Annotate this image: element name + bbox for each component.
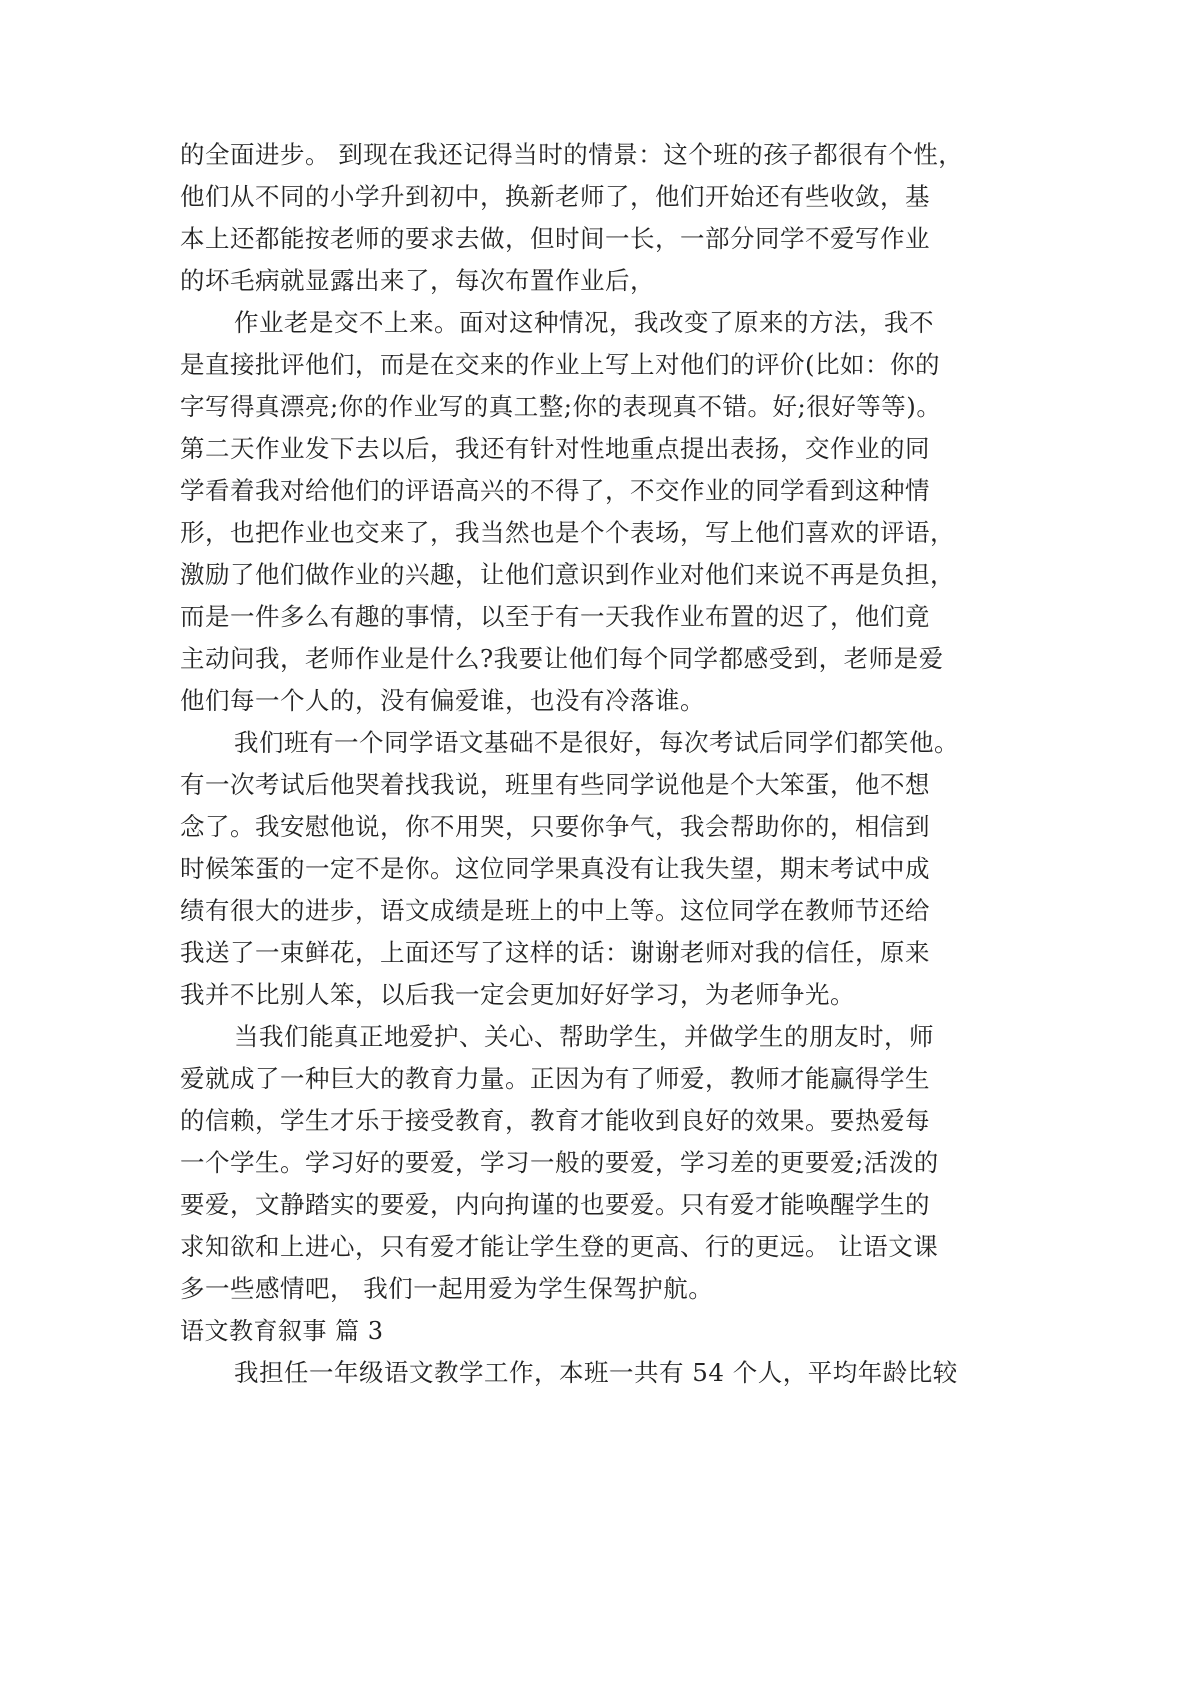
text-line: 多一些感情吧， 我们一起用爱为学生保驾护航。 xyxy=(180,1274,714,1303)
text-line: 而是一件多么有趣的事情，以至于有一天我作业布置的迟了，他们竟 xyxy=(180,602,930,631)
text-line: 的信赖，学生才乐于接受教育，教育才能收到良好的效果。要热爱每 xyxy=(180,1106,930,1135)
paragraph-lines xyxy=(180,134,1020,1310)
text-line: 是直接批评他们，而是在交来的作业上写上对他们的评价(比如：你的 xyxy=(180,350,941,379)
document-body xyxy=(180,134,1020,1394)
section-heading: 语文教育叙事 篇 3 xyxy=(180,1317,384,1345)
text-line: 第二天作业发下去以后，我还有针对性地重点提出表扬，交作业的同 xyxy=(180,434,930,463)
text-line: 的坏毛病就显露出来了，每次布置作业后， xyxy=(180,266,655,295)
text-line: 字写得真漂亮;你的作业写的真工整;你的表现真不错。好;很好等等)。 xyxy=(180,392,942,421)
text-line: 我送了一束鲜花，上面还写了这样的话：谢谢老师对我的信任，原来 xyxy=(180,938,930,967)
text-line: 念了。我安慰他说，你不用哭，只要你争气，我会帮助你的，相信到 xyxy=(180,812,930,841)
text-line: 主动问我，老师作业是什么?我要让他们每个同学都感受到，老师是爱 xyxy=(180,644,944,673)
text-line: 他们从不同的小学升到初中，换新老师了，他们开始还有些收敛，基 xyxy=(180,182,930,211)
text-line: 作业老是交不上来。面对这种情况，我改变了原来的方法，我不 xyxy=(234,308,934,337)
text-line: 我并不比别人笨，以后我一定会更加好好学习，为老师争光。 xyxy=(180,980,855,1009)
text-line: 本上还都能按老师的要求去做，但时间一长，一部分同学不爱写作业 xyxy=(180,224,930,253)
text-line: 有一次考试后他哭着找我说，班里有些同学说他是个大笨蛋，他不想 xyxy=(180,770,930,799)
text-line: 形，也把作业也交来了，我当然也是个个表场，写上他们喜欢的评语， xyxy=(180,518,955,547)
text-line: 要爱，文静踏实的要爱，内向拘谨的也要爱。只有爱才能唤醒学生的 xyxy=(180,1190,930,1219)
text-line: 激励了他们做作业的兴趣，让他们意识到作业对他们来说不再是负担， xyxy=(180,560,955,589)
text-line: 的全面进步。 到现在我还记得当时的情景：这个班的孩子都很有个性， xyxy=(180,140,964,169)
text-line: 他们每一个人的，没有偏爱谁，也没有冷落谁。 xyxy=(180,686,705,715)
text-line: 我们班有一个同学语文基础不是很好，每次考试后同学们都笑他。 xyxy=(234,728,959,757)
text-line: 一个学生。学习好的要爱，学习一般的要爱，学习差的更要爱;活泼的 xyxy=(180,1148,939,1177)
text-line: 学看着我对给他们的评语高兴的不得了，不交作业的同学看到这种情 xyxy=(180,476,930,505)
text-line: 当我们能真正地爱护、关心、帮助学生，并做学生的朋友时，师 xyxy=(234,1022,934,1051)
text-line: 爱就成了一种巨大的教育力量。正因为有了师爱，教师才能赢得学生 xyxy=(180,1064,930,1093)
text-line: 求知欲和上进心，只有爱才能让学生登的更高、行的更远。 让语文课 xyxy=(180,1232,939,1261)
text-line: 时候笨蛋的一定不是你。这位同学果真没有让我失望，期末考试中成 xyxy=(180,854,930,883)
text-line: 我担任一年级语文教学工作，本班一共有 54 个人，平均年龄比较 xyxy=(234,1358,958,1387)
text-line: 绩有很大的进步，语文成绩是班上的中上等。这位同学在教师节还给 xyxy=(180,896,930,925)
